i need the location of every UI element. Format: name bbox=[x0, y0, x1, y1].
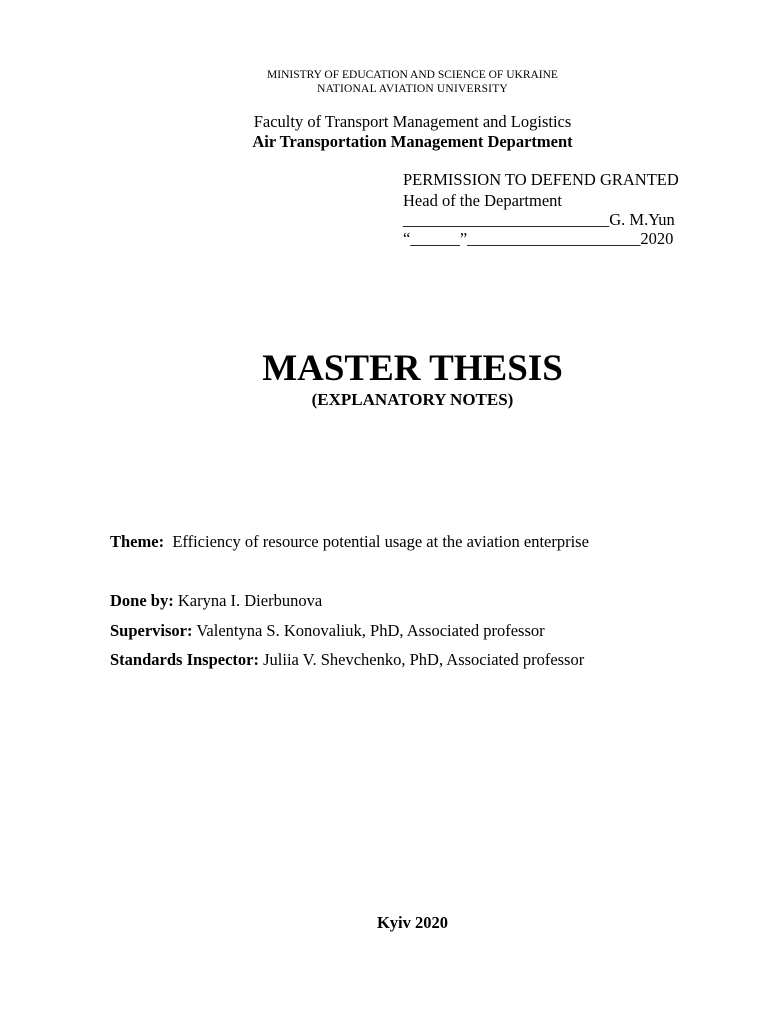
theme-row bbox=[110, 532, 589, 552]
permission-heading: PERMISSION TO DEFEND GRANTED bbox=[403, 170, 679, 189]
standards-inspector-value: Juliia V. Shevchenko, PhD, Associated professor bbox=[258, 650, 585, 669]
permission-head-title: Head of the Department bbox=[403, 191, 562, 210]
permission-signature-line: _________________________G. M.Yun bbox=[403, 210, 675, 229]
standards-inspector-row bbox=[110, 650, 584, 670]
document-title: MASTER THESIS bbox=[262, 348, 563, 389]
standards-inspector-label: Standards Inspector: bbox=[110, 650, 259, 669]
done-by-value: Karyna I. Dierbunova bbox=[173, 591, 323, 610]
ministry-name: MINISTRY OF EDUCATION AND SCIENCE OF UKRAINE bbox=[267, 69, 558, 81]
theme-label: Theme: bbox=[110, 532, 165, 551]
document-subtitle: (EXPLANATORY NOTES) bbox=[311, 390, 514, 409]
done-by-label: Done by: bbox=[110, 591, 174, 610]
supervisor-row bbox=[110, 621, 545, 641]
permission-date-line: “______”_____________________2020 bbox=[403, 229, 674, 248]
faculty-name: Faculty of Transport Management and Logistics bbox=[253, 112, 572, 131]
done-by-row bbox=[110, 591, 322, 611]
theme-value: Efficiency of resource potential usage at the aviation enterprise bbox=[164, 532, 589, 551]
department-name: Air Transportation Management Department bbox=[252, 132, 573, 151]
city-year: Kyiv 2020 bbox=[376, 913, 449, 932]
supervisor-label: Supervisor: bbox=[110, 621, 193, 640]
university-name: NATIONAL AVIATION UNIVERSITY bbox=[317, 83, 508, 95]
supervisor-value: Valentyna S. Konovaliuk, PhD, Associated professor bbox=[192, 621, 545, 640]
